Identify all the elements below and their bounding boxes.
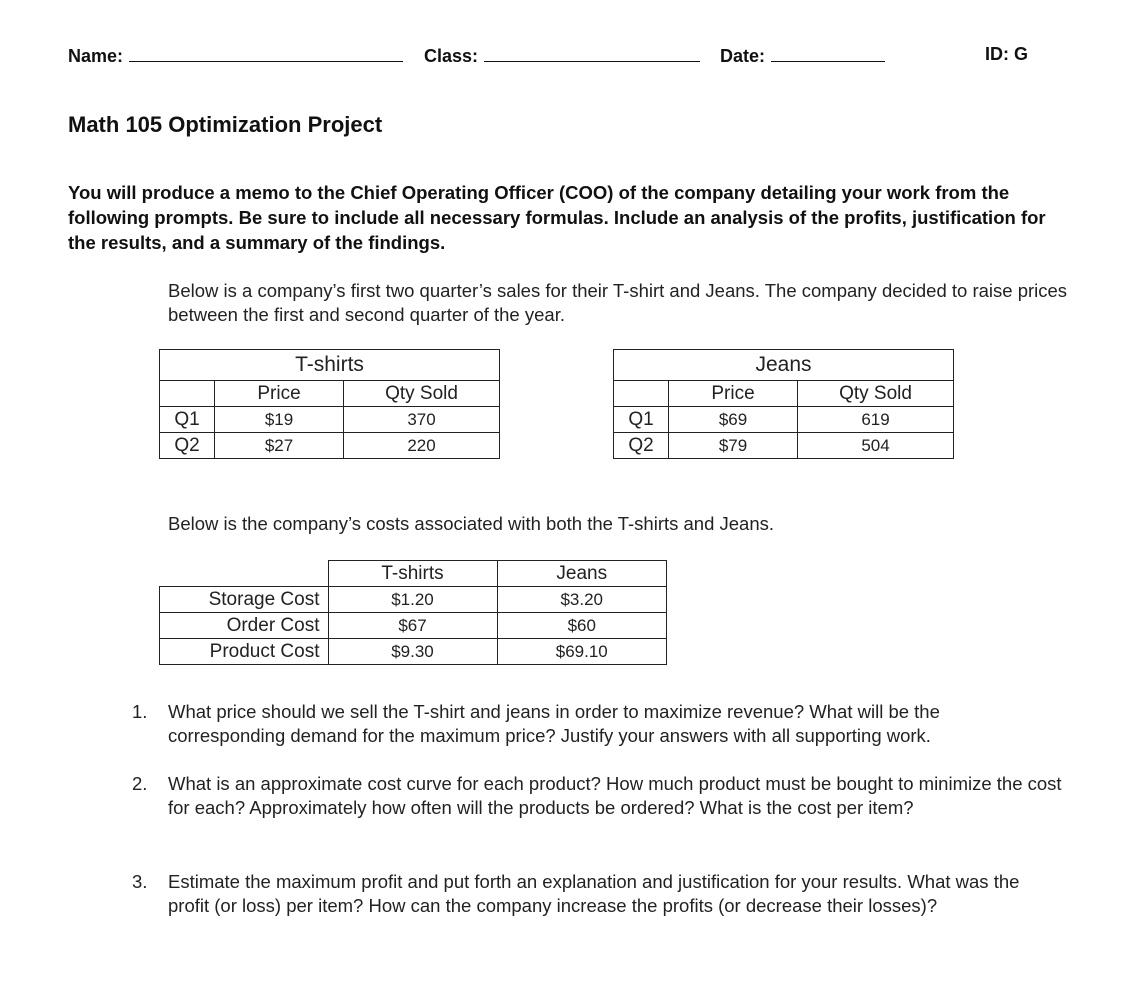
qty-cell: 504 xyxy=(798,433,954,459)
question-number: 2. xyxy=(132,773,148,794)
qty-cell: 220 xyxy=(344,433,500,459)
question-number: 1. xyxy=(132,701,148,722)
table-row xyxy=(160,639,667,665)
cost-label-cell: Product Cost xyxy=(160,639,329,665)
name-blank[interactable] xyxy=(129,44,403,62)
question-number: 3. xyxy=(132,871,148,892)
col-header-qty: Qty Sold xyxy=(344,381,500,407)
quarter-cell: Q2 xyxy=(160,433,215,459)
id-label: ID: G xyxy=(985,44,1028,64)
tshirt-sales-table xyxy=(159,349,500,459)
tshirt-cost-cell: $1.20 xyxy=(328,587,497,613)
col-header-qty: Qty Sold xyxy=(798,381,954,407)
class-label: Class: xyxy=(424,46,479,66)
tshirt-cost-cell: $67 xyxy=(328,613,497,639)
date-label: Date: xyxy=(720,46,766,66)
table-corner xyxy=(614,381,669,407)
sales-intro: Below is a company’s first two quarter’s sales for their T-shirt and Jeans. The company decided to raise prices between the first and second quarter of the year. xyxy=(168,280,1068,325)
jeans-table-title: Jeans xyxy=(614,350,954,381)
jeans-cost-cell: $60 xyxy=(497,613,667,639)
question-text: What price should we sell the T-shirt and jeans in order to maximize revenue? What will be the corresponding demand for the maximum price? Justify your answers with all supporting work. xyxy=(168,701,940,746)
table-row xyxy=(160,587,667,613)
price-cell: $19 xyxy=(215,407,344,433)
intro-text: You will produce a memo to the Chief Operating Officer (COO) of the company detailing your work from the following prompts. Be sure to include all necessary formulas. Include an analysis of the profits, justification for the results, and a summary of the findings. xyxy=(68,182,1046,253)
header-row xyxy=(68,44,1048,72)
table-row xyxy=(160,407,500,433)
table-corner xyxy=(160,381,215,407)
cost-intro: Below is the company’s costs associated with both the T-shirts and Jeans. xyxy=(168,513,775,534)
name-field xyxy=(68,44,403,67)
cost-table xyxy=(159,560,667,665)
quarter-cell: Q2 xyxy=(614,433,669,459)
price-cell: $27 xyxy=(215,433,344,459)
price-cell: $69 xyxy=(669,407,798,433)
qty-cell: 370 xyxy=(344,407,500,433)
table-row xyxy=(614,407,954,433)
cost-label-cell: Storage Cost xyxy=(160,587,329,613)
page-title: Math 105 Optimization Project xyxy=(68,112,383,137)
cost-label-cell: Order Cost xyxy=(160,613,329,639)
jeans-cost-cell: $69.10 xyxy=(497,639,667,665)
name-label: Name: xyxy=(68,46,124,66)
jeans-cost-cell: $3.20 xyxy=(497,587,667,613)
col-header-price: Price xyxy=(215,381,344,407)
class-blank[interactable] xyxy=(484,44,700,62)
question-text: Estimate the maximum profit and put forth an explanation and justification for your results. What was the profit (or loss) per item? How can the company increase the profits (or decrease their losses)? xyxy=(168,871,1020,916)
jeans-sales-table xyxy=(613,349,954,459)
price-cell: $79 xyxy=(669,433,798,459)
quarter-cell: Q1 xyxy=(160,407,215,433)
table-row xyxy=(614,433,954,459)
table-row xyxy=(160,613,667,639)
tshirt-table-title: T-shirts xyxy=(160,350,500,381)
qty-cell: 619 xyxy=(798,407,954,433)
question-text: What is an approximate cost curve for each product? How much product must be bought to minimize the cost for each? Approximately how often will the products be ordered? What is the cost per item? xyxy=(168,773,1062,818)
date-blank[interactable] xyxy=(771,44,885,62)
table-corner xyxy=(160,561,329,587)
col-header-price: Price xyxy=(669,381,798,407)
tshirt-cost-cell: $9.30 xyxy=(328,639,497,665)
table-row xyxy=(160,433,500,459)
col-header-tshirts: T-shirts xyxy=(328,561,497,587)
date-field xyxy=(720,44,885,67)
col-header-jeans: Jeans xyxy=(497,561,667,587)
class-field xyxy=(424,44,700,67)
quarter-cell: Q1 xyxy=(614,407,669,433)
